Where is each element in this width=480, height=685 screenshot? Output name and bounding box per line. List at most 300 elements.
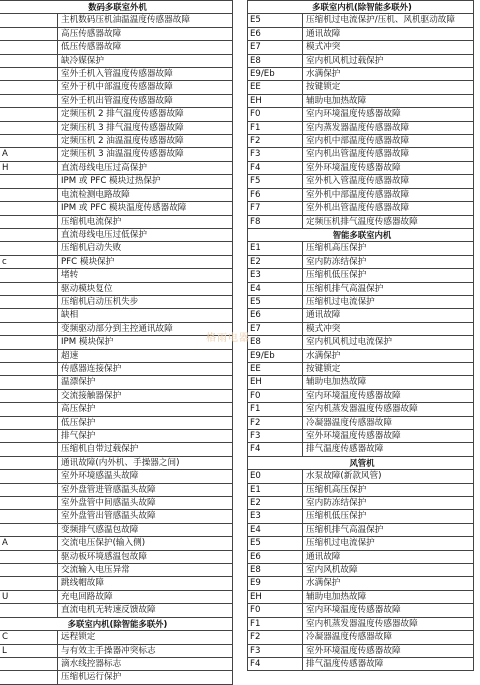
fault-code-cell: F3 — [248, 430, 303, 443]
fault-description-cell: 辅助电加热故障 — [303, 376, 474, 389]
fault-description-cell: 缺相 — [58, 309, 233, 322]
fault-code-cell — [0, 175, 58, 188]
table-row — [0, 81, 233, 94]
fault-description-cell: 传感器连接保护 — [58, 362, 233, 375]
fault-code-cell: A — [0, 148, 58, 161]
fault-description-cell: 与有效主手操器冲突标志 — [58, 644, 233, 657]
fault-code-cell — [0, 456, 58, 469]
fault-code-cell — [0, 135, 58, 148]
fault-code-cell: F4 — [248, 443, 303, 456]
fault-code-cell — [0, 242, 58, 255]
table-row — [248, 188, 474, 201]
fault-description-cell: 冷凝器温度传感器故障 — [303, 631, 474, 644]
fault-code-cell — [0, 202, 58, 215]
fault-description-cell: 压缩机过电流保护 — [303, 537, 474, 550]
section-header-row — [248, 228, 474, 241]
fault-description-cell: 按键锁定 — [303, 81, 474, 94]
table-row — [248, 135, 474, 148]
fault-code-cell: E7 — [248, 322, 303, 335]
fault-code-cell: F1 — [248, 617, 303, 630]
section-title: 多联室内机(除智能多联外) — [248, 1, 474, 14]
fault-description-cell: 室外盘管进管感温头故障 — [58, 483, 233, 496]
table-row — [0, 483, 233, 496]
fault-description-cell: 压缩机高压保护 — [303, 483, 474, 496]
fault-code-cell: F0 — [248, 108, 303, 121]
table-row — [0, 322, 233, 335]
table-row — [248, 470, 474, 483]
fault-code-cell: E0 — [248, 470, 303, 483]
fault-code-cell: E5 — [248, 14, 303, 27]
fault-description-cell: 室外机入管温度传感器故障 — [303, 175, 474, 188]
fault-description-cell: 高压传感器故障 — [58, 27, 233, 40]
fault-description-cell: 交流输入电压异常 — [58, 564, 233, 577]
table-row — [248, 631, 474, 644]
table-row — [248, 54, 474, 67]
fault-description-cell: 室内机蒸发器温度传感器故障 — [303, 617, 474, 630]
table-row — [248, 215, 474, 228]
fault-code-cell — [0, 604, 58, 617]
table-row — [0, 644, 233, 657]
table-row — [0, 362, 233, 375]
fault-description-cell: 室内蒸发器温度传感器故障 — [303, 121, 474, 134]
fault-description-cell: 室外机出管温度传感器故障 — [303, 202, 474, 215]
table-row — [248, 644, 474, 657]
fault-description-cell: 排气保护 — [58, 430, 233, 443]
fault-description-cell: 水满保护 — [303, 349, 474, 362]
fault-code-cell — [0, 215, 58, 228]
table-row — [0, 523, 233, 536]
fault-code-cell: F2 — [248, 631, 303, 644]
table-row — [0, 282, 233, 295]
section-title: 风管机 — [248, 456, 474, 469]
fault-code-cell — [0, 14, 58, 27]
table-row — [248, 416, 474, 429]
fault-code-cell: E8 — [248, 564, 303, 577]
fault-description-cell: 定频压机 2 油温温度传感器故障 — [58, 135, 233, 148]
fault-description-cell: 高压保护 — [58, 403, 233, 416]
table-row — [248, 161, 474, 174]
table-row — [248, 590, 474, 603]
table-row — [248, 269, 474, 282]
table-row — [248, 657, 474, 670]
table-row — [248, 389, 474, 402]
fault-code-cell: E2 — [248, 497, 303, 510]
table-row — [0, 68, 233, 81]
table-row — [248, 81, 474, 94]
fault-description-cell: 室内机风机过电流保护 — [303, 336, 474, 349]
fault-description-cell: 水满保护 — [303, 577, 474, 590]
section-header-row — [0, 617, 233, 630]
fault-code-cell: EE — [248, 362, 303, 375]
fault-description-cell: 定频压机排气温度传感器故障 — [303, 215, 474, 228]
table-row — [248, 604, 474, 617]
table-row — [0, 443, 233, 456]
table-row — [0, 135, 233, 148]
table-row — [248, 309, 474, 322]
fault-code-cell: F4 — [248, 657, 303, 670]
table-row — [0, 497, 233, 510]
fault-code-cell: E5 — [248, 295, 303, 308]
table-row — [248, 242, 474, 255]
fault-code-cell — [0, 470, 58, 483]
table-row — [0, 27, 233, 40]
table-row — [0, 657, 233, 670]
table-row — [0, 188, 233, 201]
table-row — [248, 564, 474, 577]
table-row — [248, 443, 474, 456]
fault-description-cell: 室内风机故障 — [303, 564, 474, 577]
fault-description-cell: 辅助电加热故障 — [303, 94, 474, 107]
table-row — [0, 577, 233, 590]
section-header-row — [248, 456, 474, 469]
table-row — [0, 228, 233, 241]
fault-description-cell: IPM 或 PFC 模块温度传感器故障 — [58, 202, 233, 215]
table-row — [248, 376, 474, 389]
fault-description-cell: 室内防冻结保护 — [303, 497, 474, 510]
fault-code-cell: F4 — [248, 161, 303, 174]
fault-code-cell — [0, 403, 58, 416]
fault-code-cell — [0, 389, 58, 402]
fault-code-cell — [0, 81, 58, 94]
table-row — [248, 577, 474, 590]
table-row — [248, 362, 474, 375]
table-row — [0, 416, 233, 429]
fault-code-cell — [0, 577, 58, 590]
table-row — [248, 523, 474, 536]
fault-code-cell: F0 — [248, 604, 303, 617]
fault-code-cell: E3 — [248, 510, 303, 523]
table-row — [248, 336, 474, 349]
fault-description-cell: 充电回路故障 — [58, 590, 233, 603]
fault-description-cell: 模式冲突 — [303, 322, 474, 335]
table-row — [0, 108, 233, 121]
table-row — [0, 255, 233, 268]
fault-code-cell — [0, 564, 58, 577]
table-row — [0, 41, 233, 54]
section-title: 数码多联室外机 — [0, 1, 233, 14]
fault-description-cell: 室外环境温度传感器故障 — [303, 644, 474, 657]
fault-code-cell: EE — [248, 81, 303, 94]
table-row — [0, 14, 233, 27]
table-row — [0, 54, 233, 67]
fault-description-cell: 室外壬机出管温度传感器故障 — [58, 94, 233, 107]
fault-description-cell: 滴水线控器标志 — [58, 657, 233, 670]
fault-code-cell — [0, 430, 58, 443]
table-row — [248, 175, 474, 188]
table-row — [0, 242, 233, 255]
table-row — [0, 161, 233, 174]
fault-description-cell: 排气温度传感器故障 — [303, 443, 474, 456]
fault-code-cell — [0, 188, 58, 201]
table-row — [0, 121, 233, 134]
fault-description-cell: 室外环境温度传感器故障 — [303, 161, 474, 174]
fault-description-cell: 超速 — [58, 349, 233, 362]
left-fault-code-table — [0, 0, 233, 685]
table-row — [0, 269, 233, 282]
table-row — [248, 497, 474, 510]
table-row — [0, 403, 233, 416]
fault-description-cell: 室内防冻结保护 — [303, 255, 474, 268]
fault-description-cell: 辅助电加热故障 — [303, 590, 474, 603]
fault-code-cell — [0, 108, 58, 121]
table-row — [248, 121, 474, 134]
table-row — [0, 148, 233, 161]
fault-description-cell: 水泵故障(新款风管) — [303, 470, 474, 483]
table-row — [248, 322, 474, 335]
fault-description-cell: 远程锁定 — [58, 631, 233, 644]
fault-description-cell: 排气温度传感器故障 — [303, 657, 474, 670]
table-row — [248, 537, 474, 550]
table-row — [248, 255, 474, 268]
fault-code-cell: E5 — [248, 537, 303, 550]
fault-code-cell: E8 — [248, 54, 303, 67]
table-row — [248, 108, 474, 121]
fault-code-cell: F8 — [248, 215, 303, 228]
table-row — [248, 202, 474, 215]
fault-description-cell: 温漂保护 — [58, 376, 233, 389]
fault-description-cell: 缺冷媒保护 — [58, 54, 233, 67]
fault-code-cell: F1 — [248, 403, 303, 416]
fault-code-cell: F0 — [248, 389, 303, 402]
table-row — [0, 456, 233, 469]
fault-description-cell: 主机数码压机油温温度传感器故障 — [58, 14, 233, 27]
fault-code-cell: E7 — [248, 41, 303, 54]
fault-code-cell — [0, 376, 58, 389]
table-row — [248, 430, 474, 443]
fault-description-cell: 按键锁定 — [303, 362, 474, 375]
fault-code-cell: EH — [248, 590, 303, 603]
table-row — [0, 671, 233, 684]
fault-description-cell: 室内环境温度传感器故障 — [303, 389, 474, 402]
fault-code-cell — [0, 362, 58, 375]
right-fault-code-table — [247, 0, 474, 671]
fault-description-cell: 交流电压保护(输入侧) — [58, 537, 233, 550]
fault-description-cell: 冷凝器温度传感器故障 — [303, 416, 474, 429]
fault-code-cell: EH — [248, 376, 303, 389]
fault-code-cell — [0, 269, 58, 282]
fault-description-cell: 直流母线电压过高保护 — [58, 161, 233, 174]
fault-code-cell: H — [0, 161, 58, 174]
fault-description-cell: PFC 模块保护 — [58, 255, 233, 268]
fault-description-cell: 压缩机运行保护 — [58, 671, 233, 684]
fault-description-cell: 交流接触器保护 — [58, 389, 233, 402]
fault-code-cell: E6 — [248, 309, 303, 322]
fault-code-cell — [0, 228, 58, 241]
fault-code-cell: E9/Eb — [248, 68, 303, 81]
table-row — [0, 336, 233, 349]
table-row — [0, 604, 233, 617]
fault-description-cell: 堵转 — [58, 269, 233, 282]
fault-code-cell: E1 — [248, 242, 303, 255]
fault-code-cell — [0, 483, 58, 496]
fault-description-cell: 室外盘管出管感温头故障 — [58, 510, 233, 523]
fault-description-cell: 压缩机低压保护 — [303, 269, 474, 282]
fault-description-cell: 压缩机排气高温保护 — [303, 282, 474, 295]
fault-description-cell: 低压保护 — [58, 416, 233, 429]
section-header-row — [248, 1, 474, 14]
fault-description-cell: 电流检测电路故障 — [58, 188, 233, 201]
table-row — [248, 403, 474, 416]
table-row — [0, 349, 233, 362]
fault-description-cell: 室内机中部温度传感器故障 — [303, 135, 474, 148]
fault-code-cell — [0, 68, 58, 81]
fault-description-cell: 驱动模块复位 — [58, 282, 233, 295]
table-row — [248, 94, 474, 107]
fault-description-cell: 室外壬机入管温度传感器故障 — [58, 68, 233, 81]
fault-code-cell: E6 — [248, 550, 303, 563]
table-row — [0, 309, 233, 322]
fault-description-cell: 室内机蒸发器温度传感器故障 — [303, 403, 474, 416]
fault-code-cell — [0, 322, 58, 335]
table-row — [0, 631, 233, 644]
fault-code-cell — [0, 54, 58, 67]
table-row — [248, 14, 474, 27]
fault-description-cell: 压缩机高压保护 — [303, 242, 474, 255]
fault-code-cell — [0, 497, 58, 510]
fault-code-cell — [0, 41, 58, 54]
table-row — [248, 68, 474, 81]
fault-description-cell: 通讯故障 — [303, 550, 474, 563]
fault-code-cell: E3 — [248, 269, 303, 282]
fault-description-cell: IPM 或 PFC 模块过热保护 — [58, 175, 233, 188]
table-row — [0, 202, 233, 215]
fault-code-cell: F5 — [248, 175, 303, 188]
table-row — [0, 590, 233, 603]
section-title: 多联室内机(除智能多联外) — [0, 617, 233, 630]
fault-description-cell: 室外于机中部温度传感器故障 — [58, 81, 233, 94]
fault-description-cell: 跳线帽故障 — [58, 577, 233, 590]
fault-code-cell: E1 — [248, 483, 303, 496]
fault-code-cell — [0, 282, 58, 295]
fault-description-cell: 室外机中部温度传感器故障 — [303, 188, 474, 201]
fault-description-cell: 室内机出管温度传感器故障 — [303, 148, 474, 161]
table-row — [248, 617, 474, 630]
watermark-text: 格雨电器 — [206, 333, 250, 344]
fault-code-cell — [0, 336, 58, 349]
table-row — [248, 295, 474, 308]
fault-description-cell: 压缩机低压保护 — [303, 510, 474, 523]
table-row — [248, 41, 474, 54]
fault-description-cell: 室外环境温度传感器故障 — [303, 430, 474, 443]
table-row — [0, 215, 233, 228]
fault-code-cell: E4 — [248, 282, 303, 295]
fault-description-cell: 室内机风机过载保护 — [303, 54, 474, 67]
table-row — [0, 94, 233, 107]
table-row — [0, 175, 233, 188]
fault-description-cell: 压缩机启动压机失步 — [58, 295, 233, 308]
fault-description-cell: 室外环境感温头故障 — [58, 470, 233, 483]
fault-description-cell: 压缩机启动失败 — [58, 242, 233, 255]
fault-code-cell: F1 — [248, 121, 303, 134]
fault-description-cell: 水满保护 — [303, 68, 474, 81]
table-row — [0, 389, 233, 402]
fault-description-cell: 通讯故障(内外机、手操器之间) — [58, 456, 233, 469]
fault-code-cell: F6 — [248, 188, 303, 201]
fault-code-cell — [0, 550, 58, 563]
table-row — [248, 349, 474, 362]
fault-description-cell: 定频压机 3 油温温度传感器故障 — [58, 148, 233, 161]
section-title: 智能多联室内机 — [248, 228, 474, 241]
table-row — [0, 376, 233, 389]
fault-code-cell — [0, 671, 58, 684]
section-header-row — [0, 1, 233, 14]
table-row — [248, 282, 474, 295]
table-row — [248, 550, 474, 563]
fault-code-cell: E4 — [248, 523, 303, 536]
fault-description-cell: 模式冲突 — [303, 41, 474, 54]
fault-code-cell: F2 — [248, 135, 303, 148]
fault-description-cell: 室内环境温度传感器故障 — [303, 604, 474, 617]
fault-description-cell: 低压传感器故障 — [58, 41, 233, 54]
fault-code-cell: E9 — [248, 577, 303, 590]
fault-code-cell: F7 — [248, 202, 303, 215]
fault-description-cell: 直流电机无转速反馈故障 — [58, 604, 233, 617]
fault-description-cell: 压缩机电流保护 — [58, 215, 233, 228]
table-row — [248, 148, 474, 161]
fault-code-cell — [0, 443, 58, 456]
fault-code-cell: EH — [248, 94, 303, 107]
fault-code-cell: F3 — [248, 148, 303, 161]
fault-code-cell: F2 — [248, 416, 303, 429]
fault-description-cell: 压缩机过电流保护 — [303, 295, 474, 308]
fault-code-cell: A — [0, 537, 58, 550]
fault-description-cell: 驱动板环境感温包故障 — [58, 550, 233, 563]
table-row — [248, 27, 474, 40]
fault-description-cell: 压缩机自带过载保护 — [58, 443, 233, 456]
fault-description-cell: 室内环境温度传感器故障 — [303, 108, 474, 121]
fault-description-cell: 定频压机 2 排气温度传感器故障 — [58, 108, 233, 121]
fault-code-cell — [0, 309, 58, 322]
fault-description-cell: 变频驱动部分到主控通讯故障 — [58, 322, 233, 335]
fault-code-cell: E8 — [248, 336, 303, 349]
fault-code-cell — [0, 295, 58, 308]
fault-code-cell: L — [0, 644, 58, 657]
fault-description-cell: 直流母线电压过低保护 — [58, 228, 233, 241]
fault-description-cell: 压缩机过电流保护/压机、风机驱动故障 — [303, 14, 474, 27]
table-row — [0, 550, 233, 563]
table-row — [0, 430, 233, 443]
table-row — [248, 483, 474, 496]
table-row — [0, 295, 233, 308]
fault-code-cell: C — [0, 631, 58, 644]
table-row — [0, 510, 233, 523]
fault-description-cell: 压缩机排气高温保护 — [303, 523, 474, 536]
fault-code-cell — [0, 121, 58, 134]
table-row — [0, 537, 233, 550]
fault-code-cell: E9/Eb — [248, 349, 303, 362]
table-row — [0, 564, 233, 577]
fault-code-cell — [0, 349, 58, 362]
fault-code-cell — [0, 657, 58, 670]
table-row — [248, 510, 474, 523]
fault-description-cell: 通讯故障 — [303, 309, 474, 322]
fault-description-cell: 变频排气感温包故障 — [58, 523, 233, 536]
fault-code-cell: F3 — [248, 644, 303, 657]
fault-code-cell — [0, 416, 58, 429]
fault-code-cell: E6 — [248, 27, 303, 40]
fault-code-cell — [0, 510, 58, 523]
fault-description-cell: IPM 模块保护 — [58, 336, 233, 349]
table-row — [0, 470, 233, 483]
fault-description-cell: 通讯故障 — [303, 27, 474, 40]
fault-description-cell: 定频压机 3 排气温度传感器故障 — [58, 121, 233, 134]
fault-code-cell — [0, 27, 58, 40]
fault-code-cell — [0, 94, 58, 107]
fault-code-cell: U — [0, 590, 58, 603]
fault-description-cell: 室外盘管中间感温头故障 — [58, 497, 233, 510]
fault-code-cell: E2 — [248, 255, 303, 268]
fault-code-cell: c — [0, 255, 58, 268]
